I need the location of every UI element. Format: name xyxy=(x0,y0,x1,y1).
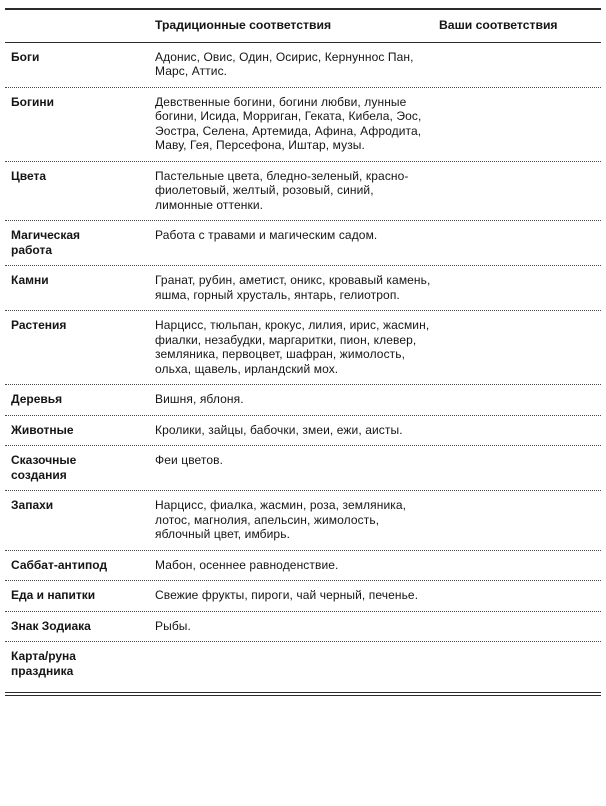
traditional-cell: Девственные богини, богини любви, лунные богини, Исида, Морриган, Геката, Кибела, Эос, Эостра, Селена, Артемида, Афина, Афродита, Маву, Гея, Персефона, Иштар, музы. xyxy=(155,94,422,152)
traditional-cell: Работа с травами и магическим садом. xyxy=(155,228,378,242)
row-label: Цвета xyxy=(11,168,47,183)
traditional-cell: Гранат, рубин, аметист, оникс, кровавый камень, яшма, горный хрусталь, янтарь, гелиотроп. xyxy=(155,273,431,302)
row-label: Знак Зодиака xyxy=(11,618,91,633)
row-label: Животные xyxy=(11,422,74,437)
row-label: Боги xyxy=(11,49,40,64)
row-label: Камни xyxy=(11,273,49,287)
table-row xyxy=(5,221,601,266)
traditional-cell: Свежие фрукты, пироги, чай черный, печенье. xyxy=(155,588,419,602)
traditional-cell: Рыбы. xyxy=(155,618,191,633)
yours-cell xyxy=(439,498,599,542)
yours-cell xyxy=(439,169,599,213)
yours-cell xyxy=(439,318,599,376)
yours-cell xyxy=(439,228,599,257)
row-label: Богини xyxy=(11,94,54,109)
yours-cell xyxy=(439,423,599,438)
yours-cell xyxy=(439,649,599,678)
table-row xyxy=(5,43,601,88)
table-row xyxy=(5,311,601,385)
row-label: Сказочные создания xyxy=(11,453,77,482)
correspondences-table xyxy=(5,8,601,696)
row-label: Магическая работа xyxy=(11,228,81,257)
traditional-cell: Нарцисс, фиалка, жасмин, роза, земляника, лотос, магнолия, апельсин, жимолость, яблочный цвет, имбирь. xyxy=(155,498,407,541)
traditional-cell: Феи цветов. xyxy=(155,453,224,467)
row-label: Карта/руна праздника xyxy=(11,649,76,678)
table-row xyxy=(5,491,601,551)
traditional-cell: Адонис, Овис, Один, Осирис, Кернуннос Пан, Марс, Аттис. xyxy=(155,49,414,78)
table-row xyxy=(5,551,601,582)
traditional-cell: Пастельные цвета, бледно-зеленый, красно-фиолетовый, желтый, розовый, синий, лимонные оттенки. xyxy=(155,168,409,212)
yours-cell xyxy=(439,453,599,482)
table-row xyxy=(5,642,601,692)
table-row xyxy=(5,88,601,162)
table-row xyxy=(5,581,601,612)
table-row xyxy=(5,446,601,491)
table-row xyxy=(5,385,601,416)
yours-cell xyxy=(439,95,599,153)
header-spacer xyxy=(11,18,147,33)
traditional-cell: Нарцисс, тюльпан, крокус, лилия, ирис, жасмин, фиалки, незабудки, маргаритки, пион, клевер, земляника, первоцвет, шафран, жимолость, ольха, щавель, ирландский мох. xyxy=(155,318,430,376)
table-row xyxy=(5,612,601,643)
yours-cell xyxy=(439,392,599,407)
row-label: Растения xyxy=(11,318,67,332)
table-row xyxy=(5,266,601,311)
traditional-cell: Мабон, осеннее равноденствие. xyxy=(155,557,339,572)
table-header-row xyxy=(5,10,601,43)
table-row xyxy=(5,162,601,222)
header-traditional: Традиционные соответствия xyxy=(155,18,332,32)
row-label: Еда и напитки xyxy=(11,588,96,602)
traditional-cell: Кролики, зайцы, бабочки, змеи, ежи, аисты. xyxy=(155,422,403,437)
traditional-cell: Вишня, яблоня. xyxy=(155,392,244,406)
traditional-cell xyxy=(155,649,431,678)
yours-cell xyxy=(439,273,599,302)
row-label: Запахи xyxy=(11,498,54,512)
yours-cell xyxy=(439,50,599,79)
row-label: Деревья xyxy=(11,392,63,406)
yours-cell xyxy=(439,558,599,573)
row-label: Саббат-антипод xyxy=(11,557,108,572)
table-row xyxy=(5,416,601,447)
header-yours: Ваши соответствия xyxy=(439,18,558,32)
yours-cell xyxy=(439,588,599,603)
yours-cell xyxy=(439,619,599,634)
